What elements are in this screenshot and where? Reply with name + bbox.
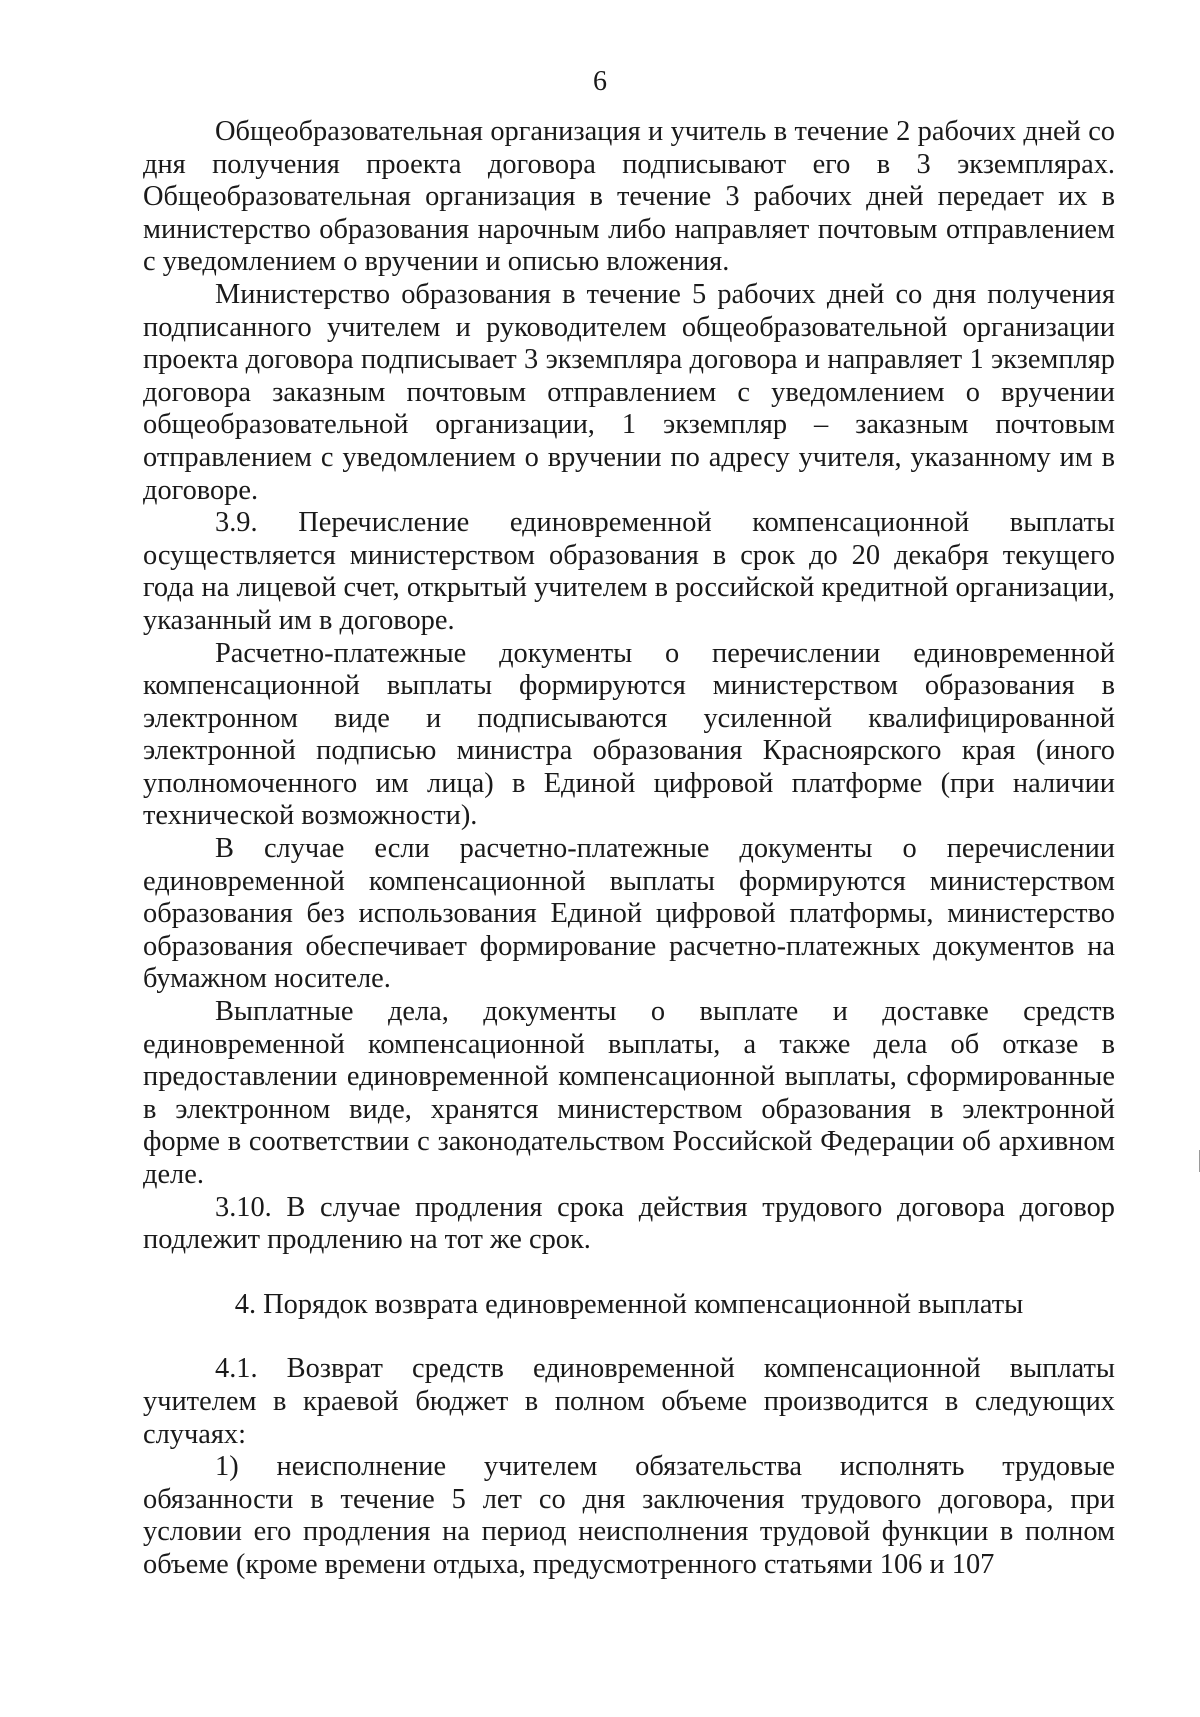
paragraph: 3.10. В случае продления срока действия трудового договора договор подлежит продлению на тот же срок.: [143, 1191, 1115, 1256]
paragraph: 3.9. Перечисление единовременной компенсационной выплаты осуществляется министерством образования в срок до 20 декабря текущего года на лицевой счет, открытый учителем в российской кредитной организации, указанный им в договоре.: [143, 507, 1115, 636]
paragraph: Общеобразовательная организация и учитель в течение 2 рабочих дней со дня получения проекта договора подписывают его в 3 экземплярах. Общеобразовательная организация в течение 3 рабочих дней передает их в министерство образования нарочным либо направляет почтовым отправлением с уведомлением о вручении и описью вложения.: [143, 116, 1115, 278]
page-number: 6: [593, 66, 607, 97]
document-body: [143, 116, 1115, 1582]
paragraph: Выплатные дела, документы о выплате и доставке средств единовременной компенсационной выплаты, а также дела об отказе в предоставлении единовременной компенсационной выплаты, сформированные в электронном виде, хранятся министерством образования в электронной форме в соответствии с законодательством Российской Федерации об архивном деле.: [143, 996, 1115, 1190]
paragraph: Министерство образования в течение 5 рабочих дней со дня получения подписанного учителем и руководителем общеобразовательной организации проекта договора подписывает 3 экземпляра договора и направляет 1 экземпляр договора заказным почтовым отправлением с уведомлением о вручении общеобразовательной организации, 1 экземпляр – заказным почтовым отправлением с уведомлением о вручении по адресу учителя, указанному им в договоре.: [143, 278, 1115, 506]
paragraph: 1) неисполнение учителем обязательства исполнять трудовые обязанности в течение 5 лет со дня заключения трудового договора, при условии его продления на период неисполнения трудовой функции в полном объеме (кроме времени отдыха, предусмотренного статьями 106 и 107: [143, 1451, 1115, 1580]
paragraph: В случае если расчетно-платежные документы о перечислении единовременной компенсационной выплаты формируются министерством образования без использования Единой цифровой платформы, министерство образования обеспечивает формирование расчетно-платежных документов на бумажном носителе.: [143, 833, 1115, 995]
paragraph: 4.1. Возврат средств единовременной компенсационной выплаты учителем в краевой бюджет в полном объеме производится в следующих случаях:: [143, 1353, 1115, 1450]
paragraph: Расчетно-платежные документы о перечислении единовременной компенсационной выплаты формируются министерством образования в электронном виде и подписываются усиленной квалифицированной электронной подписью министра образования Красноярского края (иного уполномоченного им лица) в Единой цифровой платформе (при наличии технической возможности).: [143, 637, 1115, 832]
section-heading: 4. Порядок возврата единовременной компенсационной выплаты: [234, 1288, 1024, 1320]
